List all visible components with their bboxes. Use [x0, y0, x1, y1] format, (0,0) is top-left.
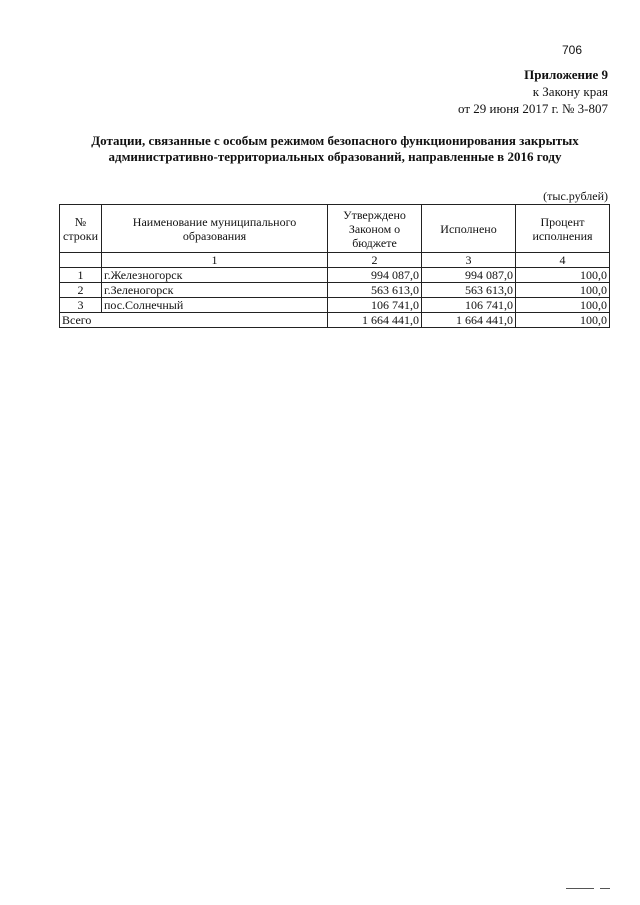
executed-amount: 994 087,0	[422, 268, 516, 283]
subsidies-table	[59, 204, 610, 328]
header-row-number: № строки	[60, 205, 102, 253]
header-approved-by-law: Утверждено Законом о бюджете	[328, 205, 422, 253]
row-number: 2	[60, 283, 102, 298]
document-title-line-2: административно-территориальных образований, направленные в 2016 году	[108, 149, 562, 164]
appendix-title: Приложение 9	[524, 67, 608, 82]
execution-percent: 100,0	[516, 298, 610, 313]
total-percent: 100,0	[516, 313, 610, 328]
header-executed: Исполнено	[422, 205, 516, 253]
approved-amount: 106 741,0	[328, 298, 422, 313]
page-number: 706	[562, 43, 583, 57]
municipality-name: г.Зеленогорск	[102, 283, 328, 298]
execution-percent: 100,0	[516, 283, 610, 298]
total-label: Всего	[60, 313, 328, 328]
municipality-name: г.Железногорск	[102, 268, 328, 283]
units-note: (тыс.рублей)	[543, 189, 608, 203]
executed-amount: 563 613,0	[422, 283, 516, 298]
column-index-cell: 1	[102, 253, 328, 268]
total-executed: 1 664 441,0	[422, 313, 516, 328]
total-row	[60, 313, 610, 328]
execution-percent: 100,0	[516, 268, 610, 283]
header-municipality-name: Наименование муниципального образования	[102, 205, 328, 253]
document-title-line-1: Дотации, связанные с особым режимом безопасного функционирования закрытых	[91, 133, 579, 148]
header-execution-percent: Процент исполнения	[516, 205, 610, 253]
total-approved: 1 664 441,0	[328, 313, 422, 328]
row-number: 1	[60, 268, 102, 283]
column-index-row	[60, 253, 610, 268]
table-row	[60, 268, 610, 283]
appendix-block	[458, 66, 608, 117]
column-index-cell: 3	[422, 253, 516, 268]
column-index-cell: 2	[328, 253, 422, 268]
appendix-law-date: от 29 июня 2017 г. № 3-807	[458, 101, 608, 116]
document-title	[60, 133, 610, 165]
appendix-law-reference: к Закону края	[532, 84, 608, 99]
executed-amount: 106 741,0	[422, 298, 516, 313]
scan-mark	[600, 888, 610, 889]
table-row	[60, 283, 610, 298]
row-number: 3	[60, 298, 102, 313]
approved-amount: 994 087,0	[328, 268, 422, 283]
table-header-row	[60, 205, 610, 253]
column-index-cell: 4	[516, 253, 610, 268]
column-index-blank	[60, 253, 102, 268]
table-row	[60, 298, 610, 313]
scan-mark	[566, 888, 594, 889]
municipality-name: пос.Солнечный	[102, 298, 328, 313]
approved-amount: 563 613,0	[328, 283, 422, 298]
